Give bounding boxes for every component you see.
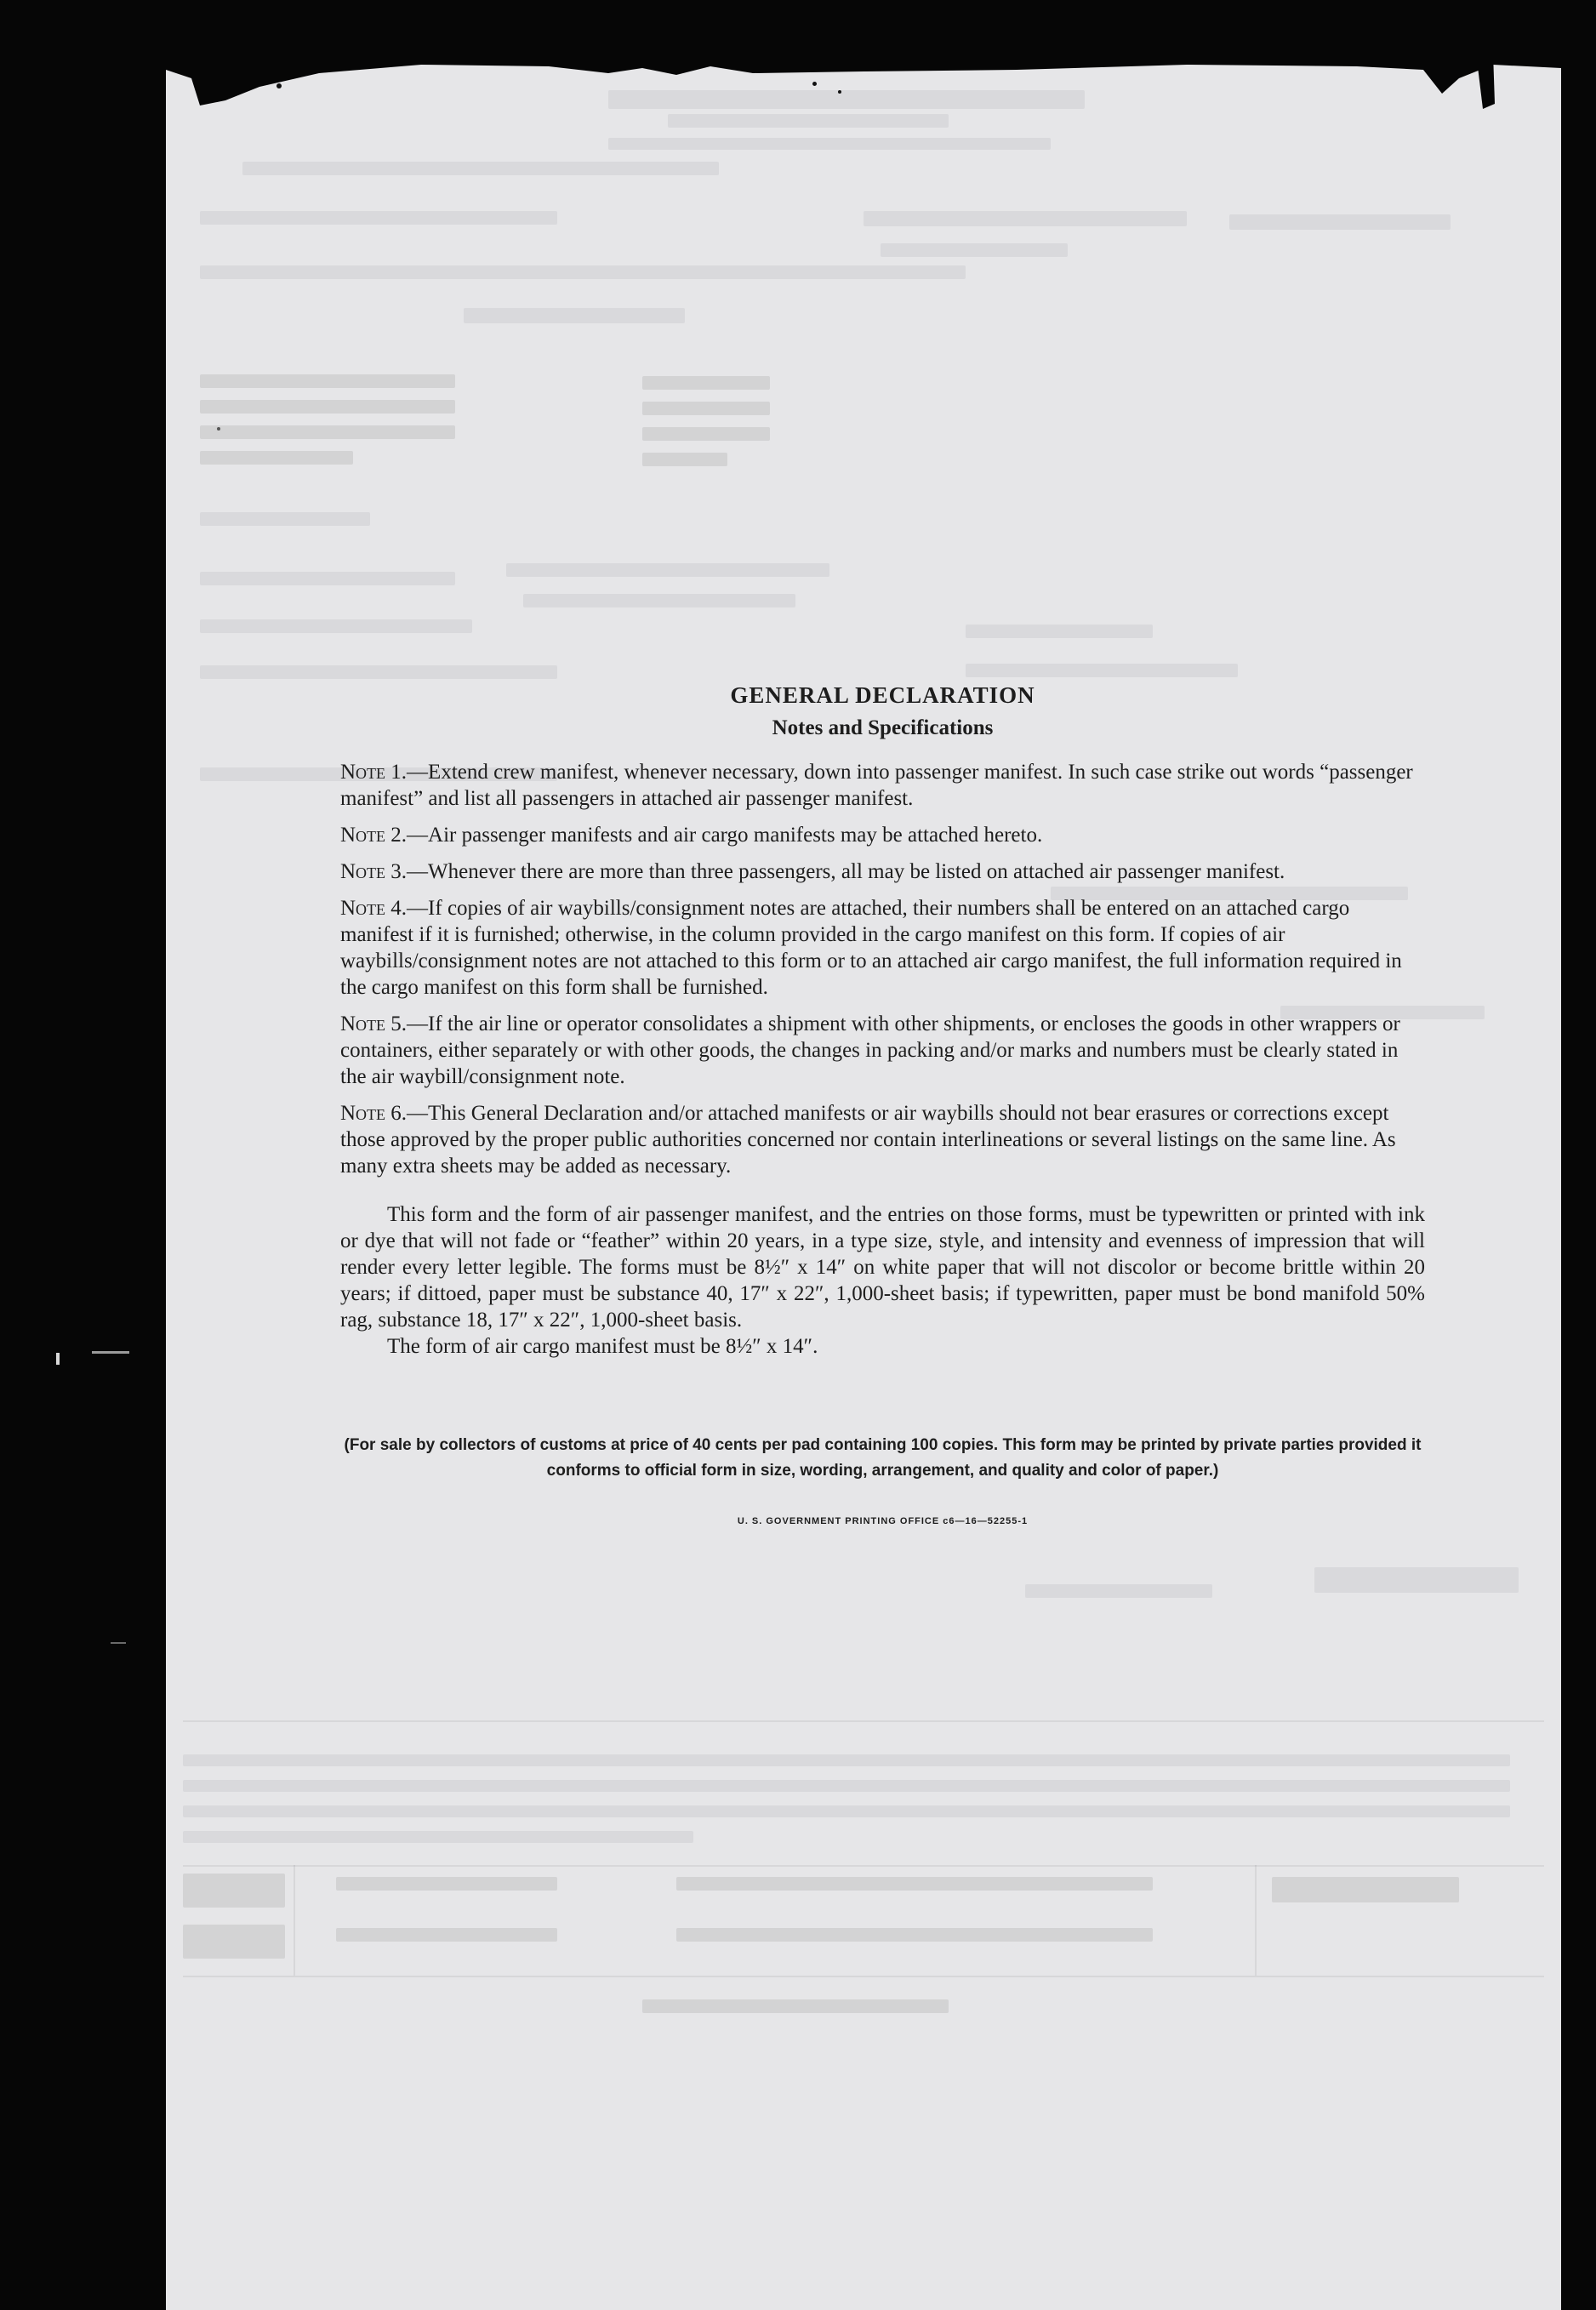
printer-imprint: U. S. GOVERNMENT PRINTING OFFICE c6—16—52255-1 — [737, 1516, 1029, 1526]
note-label: Note 5. — [340, 1012, 408, 1035]
note-6 — [340, 1100, 1425, 1179]
note-text: —Whenever there are more than three passengers, all may be listed on attached air passenger manifest. — [407, 860, 1285, 883]
note-label: Note 6. — [340, 1102, 408, 1125]
note-label: Note 3. — [340, 860, 408, 883]
note-label: Note 2. — [340, 824, 408, 847]
scan-speck — [838, 90, 841, 94]
margin-mark — [111, 1642, 126, 1644]
note-text: —Extend crew manifest, whenever necessary, down into passenger manifest. In such case strike out words “passenger manifest” and list all passengers in attached air passenger manifest. — [340, 761, 1413, 810]
note-label: Note 4. — [340, 897, 408, 920]
notes-list — [340, 759, 1425, 1179]
note-1 — [340, 759, 1425, 812]
document-title: GENERAL DECLARATION — [730, 682, 1035, 708]
note-text: —This General Declaration and/or attached manifests or air waybills should not bear erasures or corrections except those approved by the proper public authorities concerned nor contain interlineations or several listings on the same line. As many extra sheets may be added as necessary. — [340, 1102, 1396, 1178]
note-text: —If copies of air waybills/consignment notes are attached, their numbers shall be entered on an attached cargo manifest if it is furnished; otherwise, in the column provided in the cargo manifest on this form. If copies of air waybills/consignment notes are not attached to this form or to an attached air cargo manifest, the full information required in the cargo manifest on this form shall be furnished. — [340, 897, 1402, 999]
note-2 — [340, 822, 1425, 848]
note-4 — [340, 895, 1425, 1001]
paper-sheet — [166, 53, 1561, 2310]
margin-mark — [56, 1353, 60, 1365]
note-label: Note 1. — [340, 761, 408, 784]
note-text: —Air passenger manifests and air cargo manifests may be attached hereto. — [407, 824, 1043, 847]
document-subtitle: Notes and Specifications — [772, 716, 994, 739]
scan-speck — [276, 83, 282, 88]
note-5 — [340, 1011, 1425, 1090]
declaration-notes — [340, 681, 1425, 1526]
cargo-manifest-size-line: The form of air cargo manifest must be 8½″ x 14″. — [387, 1335, 818, 1358]
scan-speck — [812, 82, 817, 86]
sale-notice: (For sale by collectors of customs at price of 40 cents per pad containing 100 copies. This form may be printed by private parties provided it conforms to official form in size, wording, arrangement, and quality and color of paper.) — [344, 1436, 1422, 1480]
note-text: —If the air line or operator consolidates a shipment with other shipments, or encloses the goods in other wrappers or containers, either separately or with other goods, the changes in packing and/or marks and numbers must be clearly stated in the air waybill/consignment note. — [340, 1012, 1400, 1088]
note-3 — [340, 858, 1425, 885]
scan-speck — [217, 427, 220, 431]
margin-mark — [92, 1351, 129, 1354]
paper-specification-paragraph: This form and the form of air passenger manifest, and the entries on those forms, must be typewritten or printed with ink or dye that will not fade or “feather” within 20 years, in a type size, style, and intensity and evenness of impression that will render every letter legible. The forms must be 8½″ x 14″ on white paper that will not discolor or become brittle within 20 years; if dittoed, paper must be substance 40, 17″ x 22″, 1,000-sheet basis; if typewritten, paper must be bond manifold 50% rag, substance 18, 17″ x 22″, 1,000-sheet basis. — [340, 1203, 1425, 1332]
